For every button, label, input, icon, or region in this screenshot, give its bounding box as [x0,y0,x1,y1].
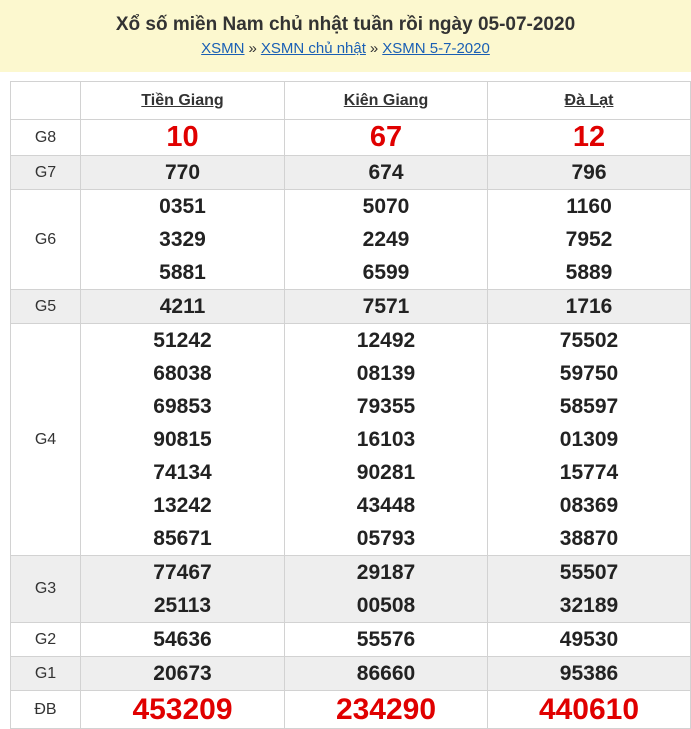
result-cell [488,657,691,691]
result-number: 49530 [559,628,619,651]
result-cell [81,657,285,691]
result-cell [285,156,488,190]
breadcrumb [0,40,691,57]
result-cell [488,190,691,290]
result-number: 90815 [153,428,212,451]
result-number: 74134 [153,461,212,484]
result-number: 79355 [356,395,416,418]
column-header [81,82,285,120]
page-title: Xổ số miền Nam chủ nhật tuần rồi ngày 05-07-2020 [115,14,576,35]
result-number: 15774 [559,461,619,484]
prize-row-g6 [11,190,691,290]
result-cell [81,556,285,623]
results-header-row [11,82,691,120]
page-header [0,0,691,72]
result-number: 38870 [559,527,619,550]
result-number: 67 [369,121,403,153]
result-number: 13242 [153,494,212,517]
result-number: 51242 [153,329,212,352]
result-cell [488,156,691,190]
corner-cell [11,82,81,120]
breadcrumb-link-xsmn-chu-nhat[interactable]: XSMN chủ nhật [260,40,366,57]
prize-row-g3 [11,556,691,623]
result-number: 453209 [132,692,233,726]
prize-row-g8 [11,120,691,156]
province-link-da-lat[interactable]: Đà Lạt [564,91,614,109]
prize-row-g5 [11,290,691,324]
result-number: 29187 [356,561,416,584]
results-table [10,81,691,729]
result-number: 7952 [565,228,613,251]
result-cell [81,324,285,556]
result-number: 08369 [559,494,619,517]
result-number: 20673 [153,662,212,685]
prize-label: G2 [11,623,81,657]
prize-label: G8 [11,120,81,156]
result-number: 2249 [362,228,410,251]
result-cell [285,556,488,623]
breadcrumb-link-xsmn[interactable]: XSMN [201,40,245,57]
result-number: 674 [368,161,404,184]
result-cell [285,324,488,556]
result-number: 0351 [159,195,206,218]
result-number: 90281 [356,461,416,484]
column-header [285,82,488,120]
result-number: 6599 [362,261,410,284]
result-cell [285,190,488,290]
result-number: 12492 [356,329,416,352]
result-number: 12 [572,121,606,153]
breadcrumb-link-xsmn-date[interactable]: XSMN 5-7-2020 [382,40,490,57]
result-number: 01309 [559,428,619,451]
result-number: 440610 [538,692,640,726]
result-number: 59750 [559,362,619,385]
result-cell [488,324,691,556]
prize-label: G7 [11,156,81,190]
result-number: 32189 [559,594,619,617]
result-number: 69853 [153,395,212,418]
result-cell [488,691,691,729]
result-number: 5889 [565,261,613,284]
result-number: 55507 [559,561,619,584]
prize-label: G6 [11,190,81,290]
result-cell [285,691,488,729]
result-number: 75502 [559,329,619,352]
result-number: 10 [166,121,199,153]
prize-row-g2 [11,623,691,657]
result-number: 16103 [356,428,416,451]
result-number: 55576 [356,628,416,651]
result-number: 3329 [159,228,206,251]
result-number: 1716 [565,295,613,318]
prize-label: G5 [11,290,81,324]
prize-row-đb [11,691,691,729]
result-number: 05793 [356,527,416,550]
result-number: 86660 [356,662,416,685]
result-cell [81,120,285,156]
result-cell [285,290,488,324]
result-cell [488,120,691,156]
results-body [11,120,691,729]
result-number: 796 [571,161,607,184]
result-number: 43448 [356,494,416,517]
result-cell [488,556,691,623]
prize-label: G1 [11,657,81,691]
prize-label: G3 [11,556,81,623]
breadcrumb-separator: » [248,40,257,57]
result-number: 08139 [356,362,416,385]
column-header [488,82,691,120]
prize-row-g7 [11,156,691,190]
result-number: 68038 [153,362,212,385]
result-number: 58597 [559,395,619,418]
result-cell [81,290,285,324]
result-cell [285,623,488,657]
prize-row-g4 [11,324,691,556]
result-number: 25113 [153,594,212,617]
result-number: 54636 [153,628,212,651]
breadcrumb-separator: » [369,40,379,57]
result-number: 7571 [362,295,410,318]
prize-label: ĐB [11,691,81,729]
result-number: 770 [164,161,201,184]
result-cell [81,691,285,729]
result-cell [285,120,488,156]
result-number: 234290 [335,692,437,726]
result-number: 5070 [362,195,410,218]
prize-row-g1 [11,657,691,691]
result-number: 85671 [153,527,212,550]
result-cell [81,623,285,657]
result-number: 5881 [159,261,206,284]
province-link-kien-giang[interactable]: Kiên Giang [343,91,429,109]
result-number: 4211 [159,295,206,318]
result-number: 95386 [559,662,619,685]
result-cell [488,623,691,657]
result-cell [81,156,285,190]
result-cell [488,290,691,324]
result-number: 77467 [153,561,212,584]
result-number: 00508 [356,594,416,617]
result-number: 1160 [566,195,612,218]
prize-label: G4 [11,324,81,556]
result-cell [81,190,285,290]
province-link-tien-giang[interactable]: Tiền Giang [141,91,224,109]
result-cell [285,657,488,691]
